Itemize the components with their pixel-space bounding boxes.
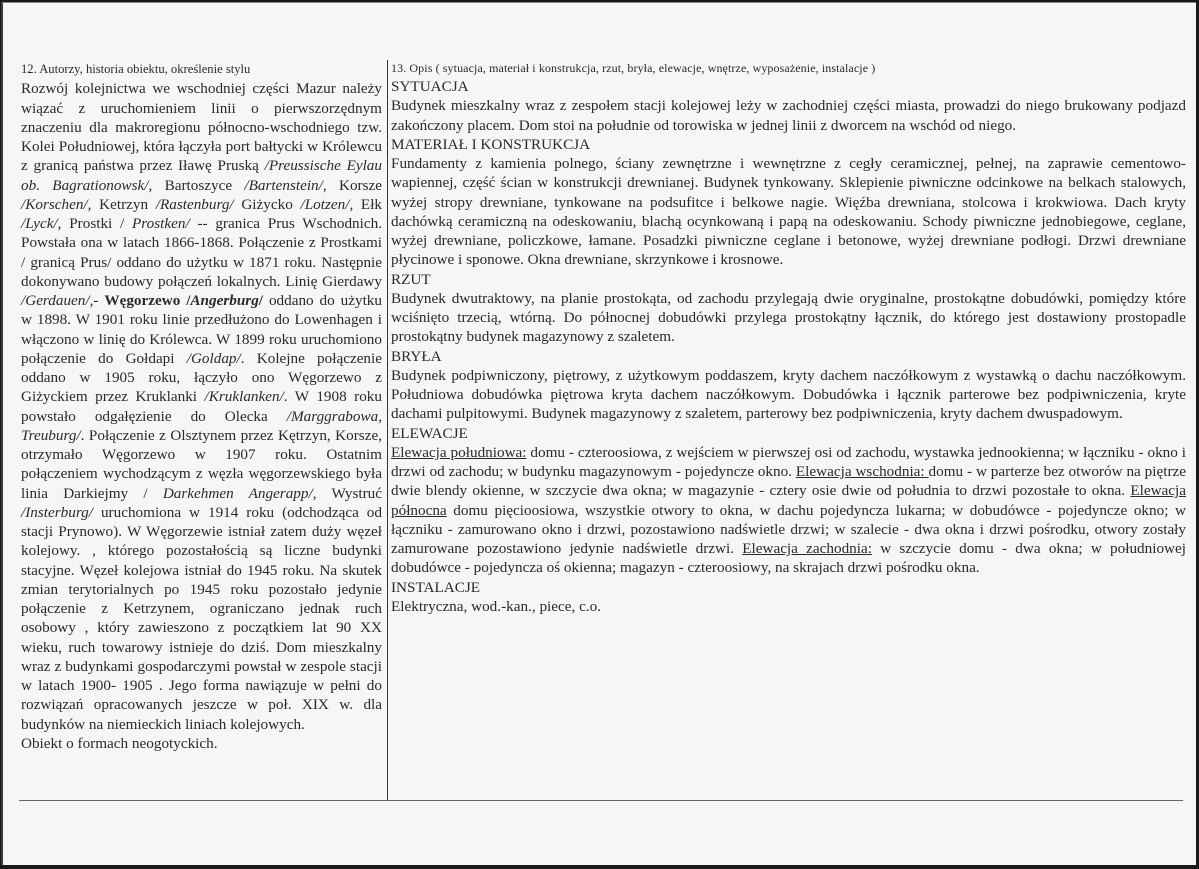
- label-west-elevation: Elewacja zachodnia:: [742, 540, 872, 557]
- italic-run: /Bartenstein/: [244, 176, 323, 194]
- italic-run: /Korschen/: [21, 195, 88, 213]
- field-13-title: 13. Opis ( sytuacja, materiał i konstrukcja, rzut, bryła, elewacje, wnętrze, wyposażenie, instalacje ): [391, 61, 876, 75]
- text-south-elevation: domu - czteroosiowa, z wejściem w pierwszej osi od zachodu, wystawka jednookienna; w łączniku - okno i drzwi od zachodu; w budynku magazynowym - pojedyncze okno.: [391, 443, 1187, 480]
- bold-run: /: [258, 292, 264, 309]
- italic-run: /Marggrabowa, Treuburg/: [21, 407, 382, 444]
- column-divider: [387, 60, 388, 801]
- section-heading-sytuacja: SYTUACJA: [391, 78, 469, 95]
- text-run: . W 1908 roku powstało odgałęzienie do Olecka: [21, 388, 382, 425]
- italic-run: /Insterburg/: [21, 503, 93, 521]
- text-run: , Ełk: [349, 195, 383, 213]
- italic-run: Prostken/: [132, 215, 190, 232]
- text-run: Rozwój kolejnictwa we wschodniej części Mazur należy wiązać z uruchomieniem linii o pierwszorzędnym znaczeniu dla makroregionu północno-wschodniego tzw. Kolei Południowej, która łączyła port bałtycki w Królewcu z granicą państwa przez Iławę Pruską: [21, 80, 382, 175]
- text-run: , Ketrzyn: [87, 195, 156, 213]
- text-run: , Prostki /: [57, 215, 133, 232]
- text-run: ,-: [89, 292, 105, 309]
- description-column: [391, 60, 1186, 616]
- history-column: [21, 60, 382, 753]
- section-text-sytuacja: Budynek mieszkalny wraz z zespołem stacji kolejowej leży w zachodniej części miasta, prowadzi do niego brukowany podjazd zakończony placem. Dom stoi na południe od torowiska w jednej linii z dworcem na wschód od niego.: [391, 97, 1186, 134]
- history-text: [21, 79, 382, 734]
- section-text-rzut: Budynek dwutraktowy, na planie prostokąta, od zachodu przylegają dwie oryginalne, prostokątne dobudówki, pomiędzy które wciśnięto trzecią, wtórną. Do północnej dobudówki przylega prostokątny łącznik, do którego jest dostawiony prostopadle prostokątny budynek magazynowy z szaletem.: [391, 289, 1186, 346]
- bottom-rule: [19, 800, 1183, 801]
- bold-run: Węgorzewo /: [104, 292, 191, 309]
- label-north-elevation: Elewacja północna: [391, 482, 1186, 519]
- style-text: Obiekt o formach neogotyckich.: [21, 734, 218, 752]
- section-text-material: Fundamenty z kamienia polnego, ściany zewnętrzne i wewnętrzne z cegły ceramicznej, pełnej, na zaprawie cementowo-wapiennej, część ścian w konstrukcji drewnianej. Budynek tynkowany. Sklepienie piwniczne odcinkowe na belkach stalowych, wyżej stropy drewniane, tynkowane na podsufitce i belkowe nagie. Więźba drewniana, stolcowa i krokwiowa. Dach kryty dachówką ceramiczną na odeskowaniu, blachą ocynkowaną i papą na odeskowaniu. Schody piwniczne jednobiegowe, ceglane, wyżej drewniane, policzkowe, łamane. Posadzki piwniczne ceglane i betonowe, wyżej drewniane podłogi. Drzwi drewniane płycinowe i sponowe. Okna drewniane, skrzynkowe i krosnowe.: [391, 155, 1186, 269]
- section-heading-rzut: RZUT: [391, 270, 431, 288]
- document-page: [1, 2, 1196, 865]
- section-text-bryla: Budynek podpiwniczony, piętrowy, z użytkowym poddaszem, kryty dachem naczółkowym z wystawką o dachu naczółkowym. Południowa dobudówka piętrowa kryta dachem naczółkowym. Dobudówka i łącznik parterowe bez podpiwniczenia, kryte dachami pulpitowymi. Budynek magazynowy z szaletem, parterowy bez podpiwniczenia, kryty dachem dwuspadowym.: [391, 366, 1186, 423]
- italic-run: /Lotzen/: [300, 195, 350, 213]
- text-north-elevation: domu pięcioosiowa, wszystkie otwory to okna, w dachu pojedyncza lukarna; w dobudówce - pojedyncze okno; w łączniku - zamurowano okno i drzwi, pozostawiono nadświetle drzwi; w szalecie - dwa okna i drzwi pośrodku, otwory zostały zamurowane pozostawiono jedynie nadświetle drzwi.: [391, 501, 1186, 557]
- italic-run: /Rastenburg/: [155, 195, 234, 213]
- text-run: Giżycko: [233, 195, 301, 213]
- text-run: -- granica Prus Wschodnich. Powstała ona w latach 1866-1868. Połączenie z Prostkami / granicą Prus/ oddano do użytku w 1871 roku. Następnie dokonywano budowy połączeń lokalnych. Linię Gierdawy: [21, 215, 383, 290]
- section-heading-bryla: BRYŁA: [391, 347, 442, 365]
- text-run: oddano do użytku w 1898. W 1901 roku linie przedłużono do Lowenhagen i włączono w linię do Królewca. W 1899 roku uruchomiono połączenie do Gołdapi: [21, 292, 382, 367]
- text-run: , Bartoszyce: [148, 176, 245, 194]
- text-run: . Kolejne połączenie oddano w 1905 roku, łączyło ono Węgorzewo z Giżyckiem przez Kruklanki: [21, 349, 382, 406]
- text-run: uruchomiona w 1914 roku (odchodząca od stacji Prynowo). W Węgorzewie istniał zatem duży węzeł kolejowy. , którego pozostałością są liczne budynki stacyjne. Węzeł kolejowa istniał do 1945 roku. Na skutek zmian terytorialnych po 1945 roku pozostało jedynie połączenie z Ketrzynem, ograniczano jednak ruch osobowy , który zawieszono z początkiem lat 90 XX wieku, ruch towarowy istnieje do dziś. Dom mieszkalny wraz z budynkami gospodarczymi powstał w zespole stacji w latach 1900- 1905 . Jego forma nawiązuje w pełni do rozwiązań opracowanych jeszcze w poł. XIX w. dla budynków na niemieckich liniach kolejowych.: [21, 503, 382, 733]
- text-run: . Połączenie z Olsztynem przez Kętrzyn, Korsze, otrzymało Węgorzewo w 1907 roku. Ostatnim połączeniem wychodzącym z węzła węgorzewskiego była linia Darkiejmy /: [21, 426, 382, 502]
- field-12-title: 12. Autorzy, historia obiektu, określenie stylu: [21, 62, 251, 76]
- text-run: , Wystruć: [312, 484, 382, 502]
- section-text-elewacje: [391, 443, 1186, 578]
- italic-run: /Lyck/: [21, 215, 58, 232]
- bold-italic-run: Angerburg: [190, 292, 259, 309]
- text-run: , Korsze: [322, 176, 382, 194]
- section-heading-instalacje: INSTALACJE: [391, 578, 481, 596]
- label-east-elevation: Elewacja wschodnia:: [795, 463, 929, 480]
- italic-run: /Preussische Eylau ob. Bagrationowsk/: [21, 157, 382, 194]
- italic-run: /Gerdauen/: [21, 292, 90, 309]
- italic-run: /Goldap/: [186, 349, 241, 367]
- italic-run: /Kruklanken/: [204, 388, 284, 406]
- text-west-elevation: w szczycie domu - dwa okna; w południowej dobudówce - pojedyncza oś okienna; magazyn - czteroosiowy, na skrajach drzwi pośrodku okna.: [391, 540, 1186, 577]
- italic-run: Darkehmen Angerapp/: [162, 484, 313, 502]
- label-south-elevation: Elewacja południowa:: [391, 443, 527, 461]
- section-text-instalacje: Elektryczna, wod.-kan., piece, c.o.: [391, 597, 601, 615]
- section-heading-material: MATERIAŁ I KONSTRUKCJA: [391, 135, 591, 153]
- text-east-elevation: domu - w parterze bez otworów na piętrze dwie blendy okienne, w szczycie dwa okna; w magazynie - cztery osie dwie od południa to drzwi pozostałe to okna.: [391, 463, 1186, 500]
- section-heading-elewacje: ELEWACJE: [391, 424, 468, 442]
